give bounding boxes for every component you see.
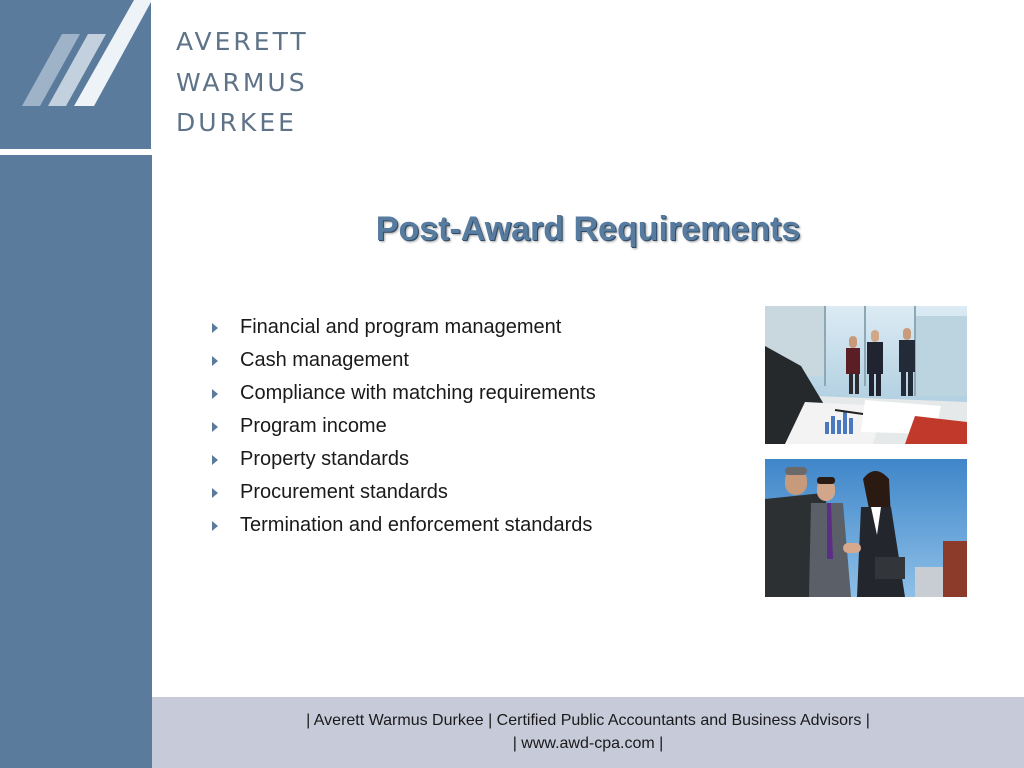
bullet-text: Property standards [240, 448, 409, 470]
handshake-photo [765, 459, 967, 597]
bullet-item [210, 476, 596, 509]
footer-company-line: | Averett Warmus Durkee | Certified Public Accountants and Business Advisors | [306, 712, 870, 729]
bullet-item [210, 509, 596, 542]
logo-line-averett: AVERETT [176, 27, 309, 56]
bullet-item [210, 410, 596, 443]
company-logo-text [176, 22, 309, 144]
logo-line-warmus: WARMUS [176, 67, 308, 97]
bullet-text: Program income [240, 415, 387, 437]
logo-mark [0, 0, 151, 149]
bullet-text: Termination and enforcement standards [240, 514, 593, 536]
left-sidebar-band [0, 155, 152, 768]
bullet-text: Financial and program management [240, 316, 562, 338]
bullet-item [210, 311, 596, 344]
diagonal-stripes-logo-icon [0, 0, 151, 149]
bullet-arrow-icon [212, 323, 218, 333]
bullet-arrow-icon [212, 389, 218, 399]
bullet-arrow-icon [212, 422, 218, 432]
bullet-list [210, 311, 596, 542]
bullet-item [210, 344, 596, 377]
footer-text [152, 709, 1024, 755]
footer-website-line: | www.awd-cpa.com | [512, 735, 664, 752]
bullet-arrow-icon [212, 455, 218, 465]
slide-title: Post-Award Requirements [375, 210, 801, 248]
logo-line-durkee: DURKEE [176, 108, 297, 137]
bullet-arrow-icon [212, 356, 218, 366]
bullet-item [210, 377, 596, 410]
footer-bar [152, 697, 1024, 768]
bullet-arrow-icon [212, 488, 218, 498]
bullet-arrow-icon [212, 521, 218, 531]
bullet-text: Compliance with matching requirements [240, 382, 596, 404]
bullet-item [210, 443, 596, 476]
office-meeting-photo [765, 306, 967, 444]
bullet-text: Cash management [240, 349, 409, 371]
bullet-text: Procurement standards [240, 481, 448, 503]
